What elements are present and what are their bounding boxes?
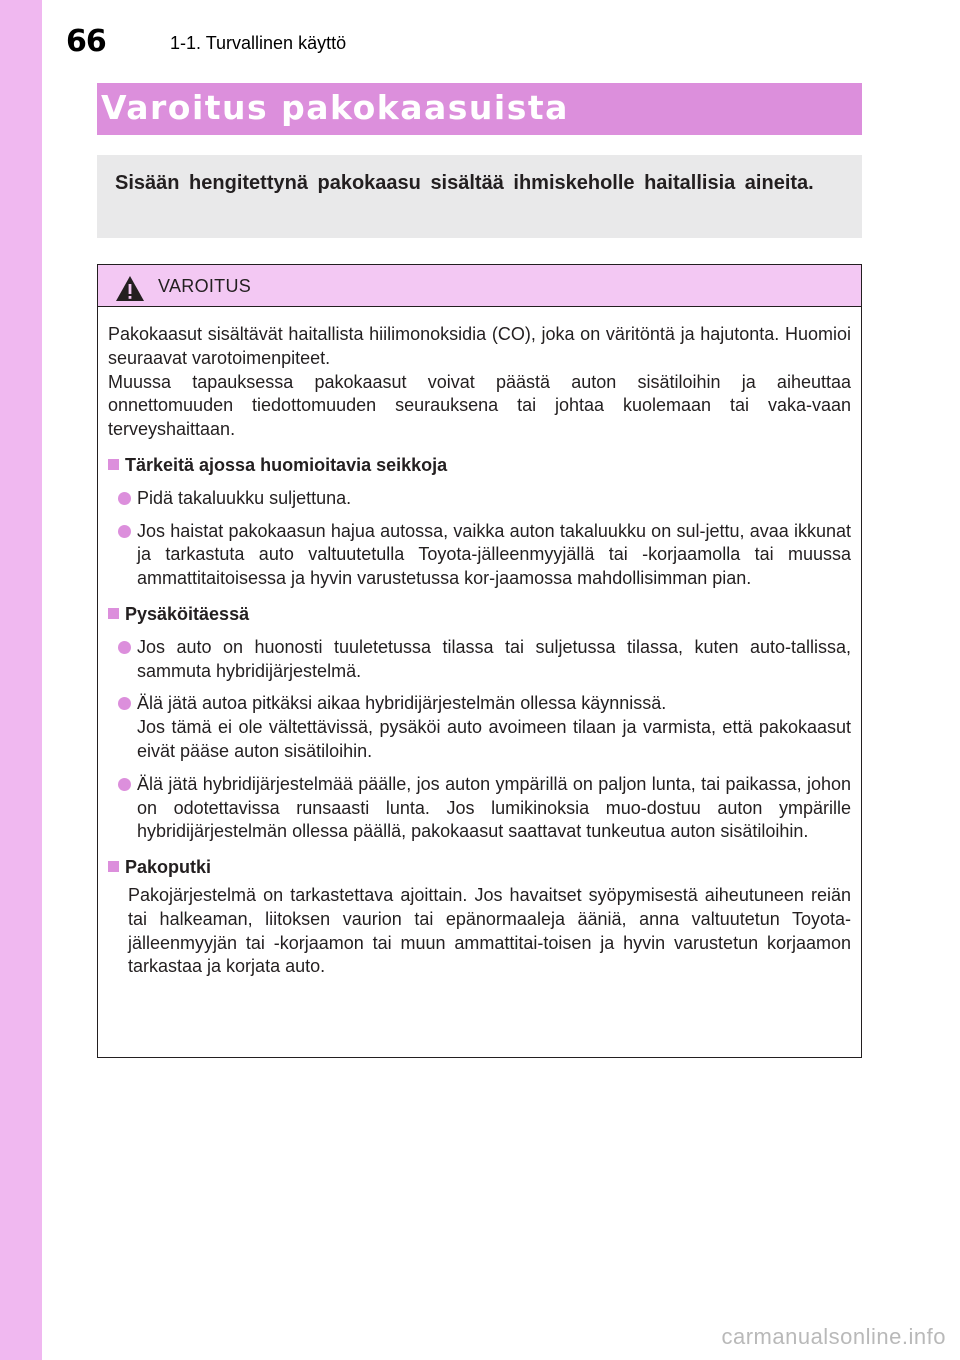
square-bullet-icon [108, 861, 119, 872]
warning-triangle-icon [115, 275, 145, 302]
section-heading-text: Pakoputki [125, 857, 212, 878]
side-color-strip [0, 0, 42, 1360]
round-bullet-icon [118, 697, 131, 710]
warning-paragraph: Pakokaasut sisältävät haitallista hiilimonoksidia (CO), joka on väritöntä ja hajutonta. Huomioi seuraavat varotoimenpiteet. [108, 324, 851, 368]
warning-label: VAROITUS [158, 276, 252, 296]
section-heading-text: Tärkeitä ajossa huomioitavia seikkoja [125, 454, 448, 475]
list-item-text: Jos haistat pakokaasun hajua autossa, vaikka auton takaluukku on sul-jettu, avaa ikkunat ja tarkastuta auto valtuutetulla Toyota-jälleenmyyjällä tai -korjaamolla tai muussa ammattitaitoisessa ja hyvin varustetussa kor-jaamossa mahdollisimman pian. [137, 520, 851, 589]
round-bullet-icon [118, 525, 131, 538]
watermark: carmanualsonline.info [721, 1324, 946, 1349]
section-label: 1-1. Turvallinen käyttö [170, 33, 347, 53]
intro-text: Sisään hengitettynä pakokaasu sisältää ihmiskeholle haitallisia aineita. [115, 172, 814, 194]
square-bullet-icon [108, 459, 119, 470]
round-bullet-icon [118, 641, 131, 654]
section-heading [108, 856, 851, 880]
list-item [118, 692, 851, 763]
section-heading [108, 454, 851, 478]
warning-header [98, 265, 861, 307]
list-item-text: Älä jätä autoa pitkäksi aikaa hybridijärjestelmän ollessa käynnissä. Jos tämä ei ole vältettävissä, pysäköi auto avoimeen tilaan ja varmista, että pakokaasut eivät pääse auton sisätiloihin. [137, 693, 851, 761]
list-item [118, 773, 851, 844]
list-item-text: Pidä takaluukku suljettuna. [137, 487, 352, 508]
list-item-text: Älä jätä hybridijärjestelmää päälle, jos auton ympärillä on paljon lunta, tai paikassa, johon on odotettavissa runsaasti lunta. Jos lumikinoksia muo-dostuu auton ympärille hybridijärjestelmän ollessa päällä, pakokaasut saattavat tunkeutua auton sisätiloihin. [137, 773, 851, 842]
list-item-text: Jos auto on huonosti tuuletetussa tilassa tai suljetussa tilassa, kuten auto-tallissa, sammuta hybridijärjestelmä. [137, 636, 851, 681]
round-bullet-icon [118, 778, 131, 791]
page-title: Varoitus pakokaasuista [101, 88, 569, 127]
list-item [118, 487, 851, 511]
list-item [118, 636, 851, 684]
warning-paragraph: Muussa tapauksessa pakokaasut voivat päästä auton sisätiloihin ja aiheuttaa onnettomuuden tiedottomuuden seurauksena tai johtaa kuolemaan tai vaka-vaan terveyshaittaan. [108, 371, 851, 440]
intro-box [97, 155, 862, 238]
list-item [118, 520, 851, 591]
page-number: 66 [66, 24, 106, 59]
warning-body [98, 307, 861, 979]
section-heading [108, 603, 851, 627]
section-heading-text: Pysäköitäessä [125, 603, 250, 624]
warning-box [97, 264, 862, 1058]
section-text: Pakojärjestelmä on tarkastettava ajoittain. Jos havaitset syöpymisestä aiheutuneen reiän tai halkeaman, liitoksen vaurion tai epänormaaleja ääniä, anna valtuutetun Toyota-jälleenmyyjän tai -korjaamon tai muun ammattitai-toisen ja hyvin varustetun korjaamon tarkastaa ja korjata auto. [128, 884, 851, 977]
round-bullet-icon [118, 492, 131, 505]
square-bullet-icon [108, 608, 119, 619]
